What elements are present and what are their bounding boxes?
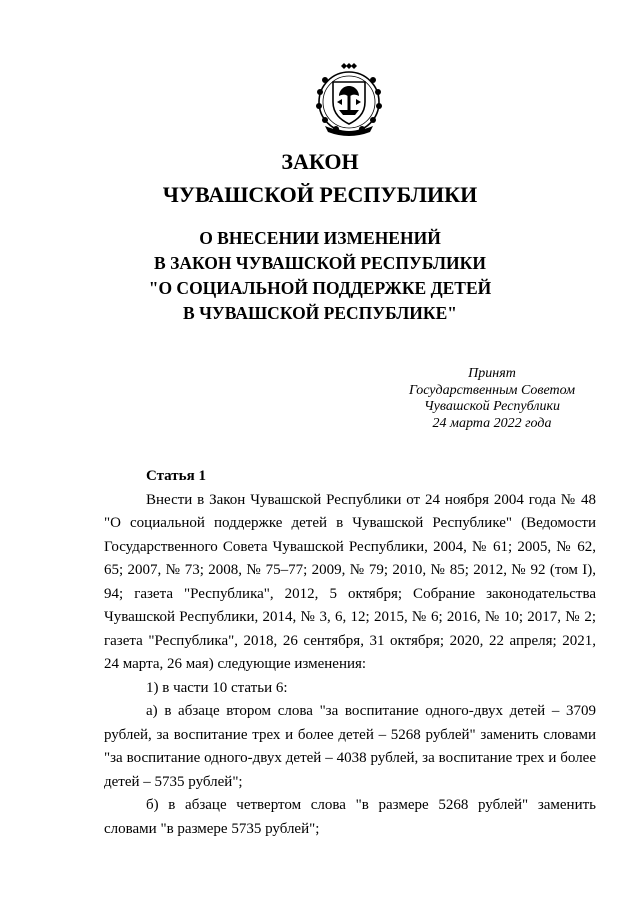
law-title-line-2: ЧУВАШСКОЙ РЕСПУБЛИКИ [162,182,478,207]
subject-line-1: О ВНЕСЕНИИ ИЗМЕНЕНИЙ [199,228,441,248]
law-subject-heading [0,226,640,326]
coat-of-arms-emblem [311,62,387,138]
coat-of-arms-icon [311,62,387,138]
article-paragraph: б) в абзаце четвертом слова "в размере 5268 рублей" заменить словами "в размере 5735 рублей"; [104,797,596,837]
article-paragraph: Внести в Закон Чувашской Республики от 24 ноября 2004 года № 48 "О социальной поддержке детей в Чувашской Республике" (Ведомости Государственного Совета Чувашской Республики, 2004, № 61; 2005, № 62, 65; 2007, № 73; 2008, № 75–77; 2009, № 79; 2010, № 85; 2012, № 92 (том I), 94; газета "Республика", 2012, 5 октября; Собрание законодательства Чувашской Республики, 2014, № 3, 6, 12; 2015, № 6; 2016, № 10; 2017, № 2; газета "Республика", 2018, 26 сентября, 31 октября; 2020, 22 апреля; 2021, 24 марта, 26 мая) следующие изменения: [104,491,596,672]
adoption-line-1: Принят [468,366,516,381]
article-paragraph: а) в абзаце втором слова "за воспитание одного-двух детей – 3709 рублей, за воспитание трех и более детей – 5268 рублей" заменить словами "за воспитание одного-двух детей – 4038 рублей, за воспитание трех и более детей – 5735 рублей"; [104,703,596,790]
adoption-note [392,366,592,432]
adoption-date: 24 марта 2022 года [432,415,552,431]
article-paragraph: 1) в части 10 статьи 6: [146,679,288,696]
adoption-line-2: Государственным Советом [408,382,576,398]
law-title-line-1: ЗАКОН [281,149,359,174]
law-title [0,145,640,211]
adoption-line-3: Чувашской Республики [424,399,560,414]
article-heading: Статья 1 [146,468,206,484]
article-1 [104,465,596,841]
subject-line-4: В ЧУВАШСКОЙ РЕСПУБЛИКЕ" [183,303,457,323]
subject-line-3: "О СОЦИАЛЬНОЙ ПОДДЕРЖКЕ ДЕТЕЙ [148,278,492,298]
subject-line-2: В ЗАКОН ЧУВАШСКОЙ РЕСПУБЛИКИ [154,253,486,273]
